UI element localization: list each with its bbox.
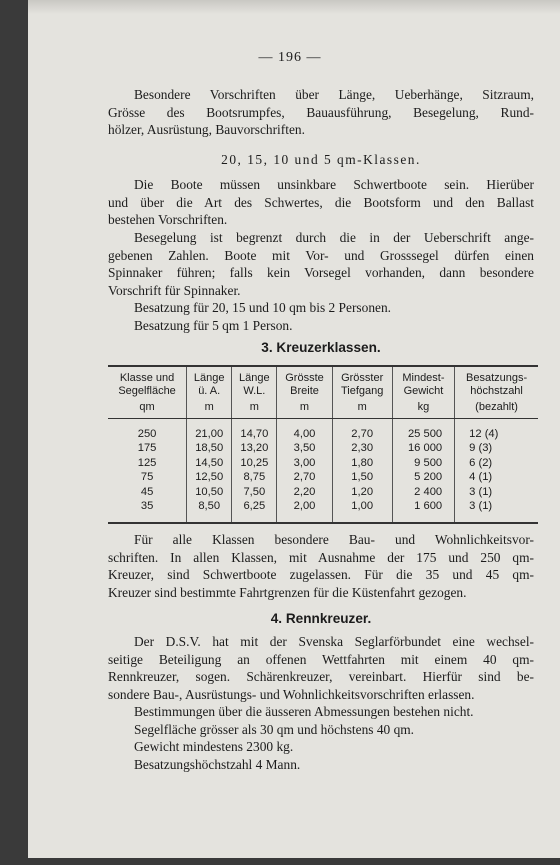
table-cell: 175 <box>137 442 157 455</box>
text-line: Die Boote müssen unsinkbare Schwertboote sein. Hierüber <box>134 177 534 192</box>
text-line: sondere Bau-, Ausrüstungs- und Wohnlichkeitsvorschriften erlassen. <box>108 686 475 702</box>
table-cell: 2,70 <box>332 419 392 442</box>
column-header-line: Gewicht <box>403 385 444 397</box>
table-cell: 3,50 <box>277 442 332 457</box>
table-cell: 2,30 <box>332 442 392 457</box>
table-cell: 4,00 <box>277 419 332 442</box>
table-cell: 5 200 <box>392 471 454 486</box>
section-3-title: 3. Kreuzerklassen. <box>261 340 381 355</box>
section-4-paragraph <box>108 633 534 703</box>
text-line: Kreuzer sind bestimmte Fahrtgrenzen für die Küstenfahrt gezogen. <box>108 584 467 600</box>
text-line: gebenen Zahlen. Boote mit Vor- und Grosssegel dürfen einen <box>108 247 534 263</box>
table-cell: 1 600 <box>392 500 454 524</box>
text-line: bestehen Vorschriften. <box>108 212 228 227</box>
text-line: Bestimmungen über die äusseren Abmessungen bestehen nicht. <box>134 704 474 719</box>
table-cell: 3,00 <box>277 456 332 471</box>
text-line: Segelfläche grösser als 30 qm und höchstens 40 qm. <box>134 721 415 737</box>
column-unit: m <box>332 398 392 419</box>
text-line: Rennkreuzer, sogen. Schärenkreuzer, vereinbart. Hierfür sind be- <box>108 669 534 684</box>
column-header-line: Segelfläche <box>118 385 176 397</box>
table-header-row <box>108 366 538 398</box>
column-header-line: höchstzahl <box>470 385 523 397</box>
table-row <box>108 471 538 486</box>
table-cell: 2,00 <box>277 500 332 524</box>
text-line: Für alle Klassen besondere Bau- und Wohnlichkeitsvor- <box>134 532 534 547</box>
table-cell: 10,25 <box>232 456 277 471</box>
section-4-title: 4. Rennkreuzer. <box>270 611 372 626</box>
table-cell: 18,50 <box>187 442 232 457</box>
text-line: Besegelung ist begrenzt durch die in der Ueberschrift ange- <box>134 230 534 245</box>
table-cell: 12 (4) <box>455 419 538 442</box>
column-header-line: Länge <box>239 372 270 384</box>
text-line: schriften. In allen Klassen, mit Ausnahme der 175 und 250 qm- <box>108 549 534 565</box>
table-unit-row <box>108 398 538 419</box>
column-unit: kg <box>392 398 454 419</box>
text-line: Besatzung für 5 qm 1 Person. <box>134 317 293 333</box>
text-line: Besatzung für 20, 15 und 10 qm bis 2 Personen. <box>134 300 391 315</box>
table-cell: 35 <box>108 500 187 524</box>
table-cell: 1,50 <box>332 471 392 486</box>
table-cell: 2 400 <box>392 485 454 500</box>
column-header-line: Länge <box>193 372 225 384</box>
table-cell: 14,50 <box>187 456 232 471</box>
table-cell: 8,75 <box>232 471 277 486</box>
column-unit: m <box>187 398 232 419</box>
column-header-line: Grösster <box>341 372 384 384</box>
intro-paragraph <box>108 86 534 139</box>
text-line: Gewicht mindestens 2300 kg. <box>134 739 294 754</box>
text-line: Besondere Vorschriften über Länge, Ueberhänge, Sitzraum, <box>134 87 534 102</box>
table-cell: 4 (1) <box>455 471 538 486</box>
column-header-line: Tiefgang <box>340 385 384 397</box>
column-header <box>187 366 232 398</box>
table-cell: 16 000 <box>392 442 454 457</box>
column-header <box>232 366 277 398</box>
table-cell: 250 <box>137 427 157 440</box>
kreuzer-table <box>108 365 538 524</box>
text-line: Vorschrift für Spinnaker. <box>108 282 241 298</box>
crew-lines <box>108 299 534 334</box>
table-row <box>108 456 538 471</box>
column-header-line: Grösste <box>285 372 324 384</box>
table-cell: 3 (1) <box>455 485 538 500</box>
table-cell: 2,20 <box>277 485 332 500</box>
table-cell: 7,50 <box>232 485 277 500</box>
table-cell: 1,80 <box>332 456 392 471</box>
table-cell: 9 500 <box>392 456 454 471</box>
table-cell: 6,25 <box>232 500 277 524</box>
table-row <box>108 500 538 524</box>
text-line: Besatzungshöchstzahl 4 Mann. <box>134 756 301 772</box>
text-line: Kreuzer, sind Schwertboote zugelassen. Für die 35 und 45 qm- <box>108 567 534 582</box>
column-header-line: Breite <box>290 385 319 397</box>
column-header <box>392 366 454 398</box>
table-cell: 25 500 <box>392 419 454 442</box>
table-row <box>108 442 538 457</box>
table-cell: 8,50 <box>187 500 232 524</box>
table-cell: 2,70 <box>277 471 332 486</box>
table-cell: 75 <box>140 471 154 484</box>
section-4-lines <box>108 703 534 773</box>
column-unit: m <box>232 398 277 419</box>
text-line: seitige Beteiligung an offenen Wettfahrten mit einem 40 qm- <box>108 651 534 667</box>
column-header <box>455 366 538 398</box>
page-shadow <box>28 0 560 14</box>
table-cell: 1,00 <box>332 500 392 524</box>
page-number: — 196 — <box>258 50 322 65</box>
table-cell: 9 (3) <box>455 442 538 457</box>
table-row <box>108 485 538 500</box>
table-cell: 14,70 <box>232 419 277 442</box>
table-cell: 45 <box>140 485 154 498</box>
table-row <box>108 419 538 442</box>
column-header-line: W.L. <box>243 385 266 397</box>
column-header-line: Besatzungs- <box>466 372 528 384</box>
column-unit: (bezahlt) <box>455 398 538 419</box>
table-cell: 125 <box>137 456 157 469</box>
text-line: hölzer, Ausrüstung, Bauvorschriften. <box>108 122 305 137</box>
table-cell: 6 (2) <box>455 456 538 471</box>
class-paragraph-1 <box>108 176 534 229</box>
text-line: Der D.S.V. hat mit der Svenska Seglarförbundet eine wechsel- <box>134 634 534 649</box>
column-header <box>108 366 187 398</box>
table-cell: 3 (1) <box>455 500 538 524</box>
column-unit: qm <box>108 398 187 419</box>
column-header-line: Klasse und <box>119 372 175 384</box>
class-paragraph-2 <box>108 229 534 299</box>
column-header-line: ü. A. <box>198 385 221 397</box>
class-heading: 20, 15, 10 und 5 qm-Klassen. <box>221 152 421 167</box>
table-cell: 21,00 <box>187 419 232 442</box>
text-line: Grösse des Bootsrumpfes, Bauausführung, Besegelung, Rund- <box>108 104 534 120</box>
column-header <box>332 366 392 398</box>
table-cell: 10,50 <box>187 485 232 500</box>
text-line: und über die Art des Schwertes, die Bootsform und den Ballast <box>108 194 534 210</box>
table-cell: 1,20 <box>332 485 392 500</box>
table-cell: 13,20 <box>232 442 277 457</box>
column-unit: m <box>277 398 332 419</box>
text-line: Spinnaker führen; falls kein Vorsegel vorhanden, dann besondere <box>108 265 534 280</box>
after-table-paragraph <box>108 531 534 601</box>
table-body <box>108 419 538 524</box>
column-header <box>277 366 332 398</box>
table-cell: 12,50 <box>187 471 232 486</box>
column-header-line: Mindest- <box>402 372 445 384</box>
